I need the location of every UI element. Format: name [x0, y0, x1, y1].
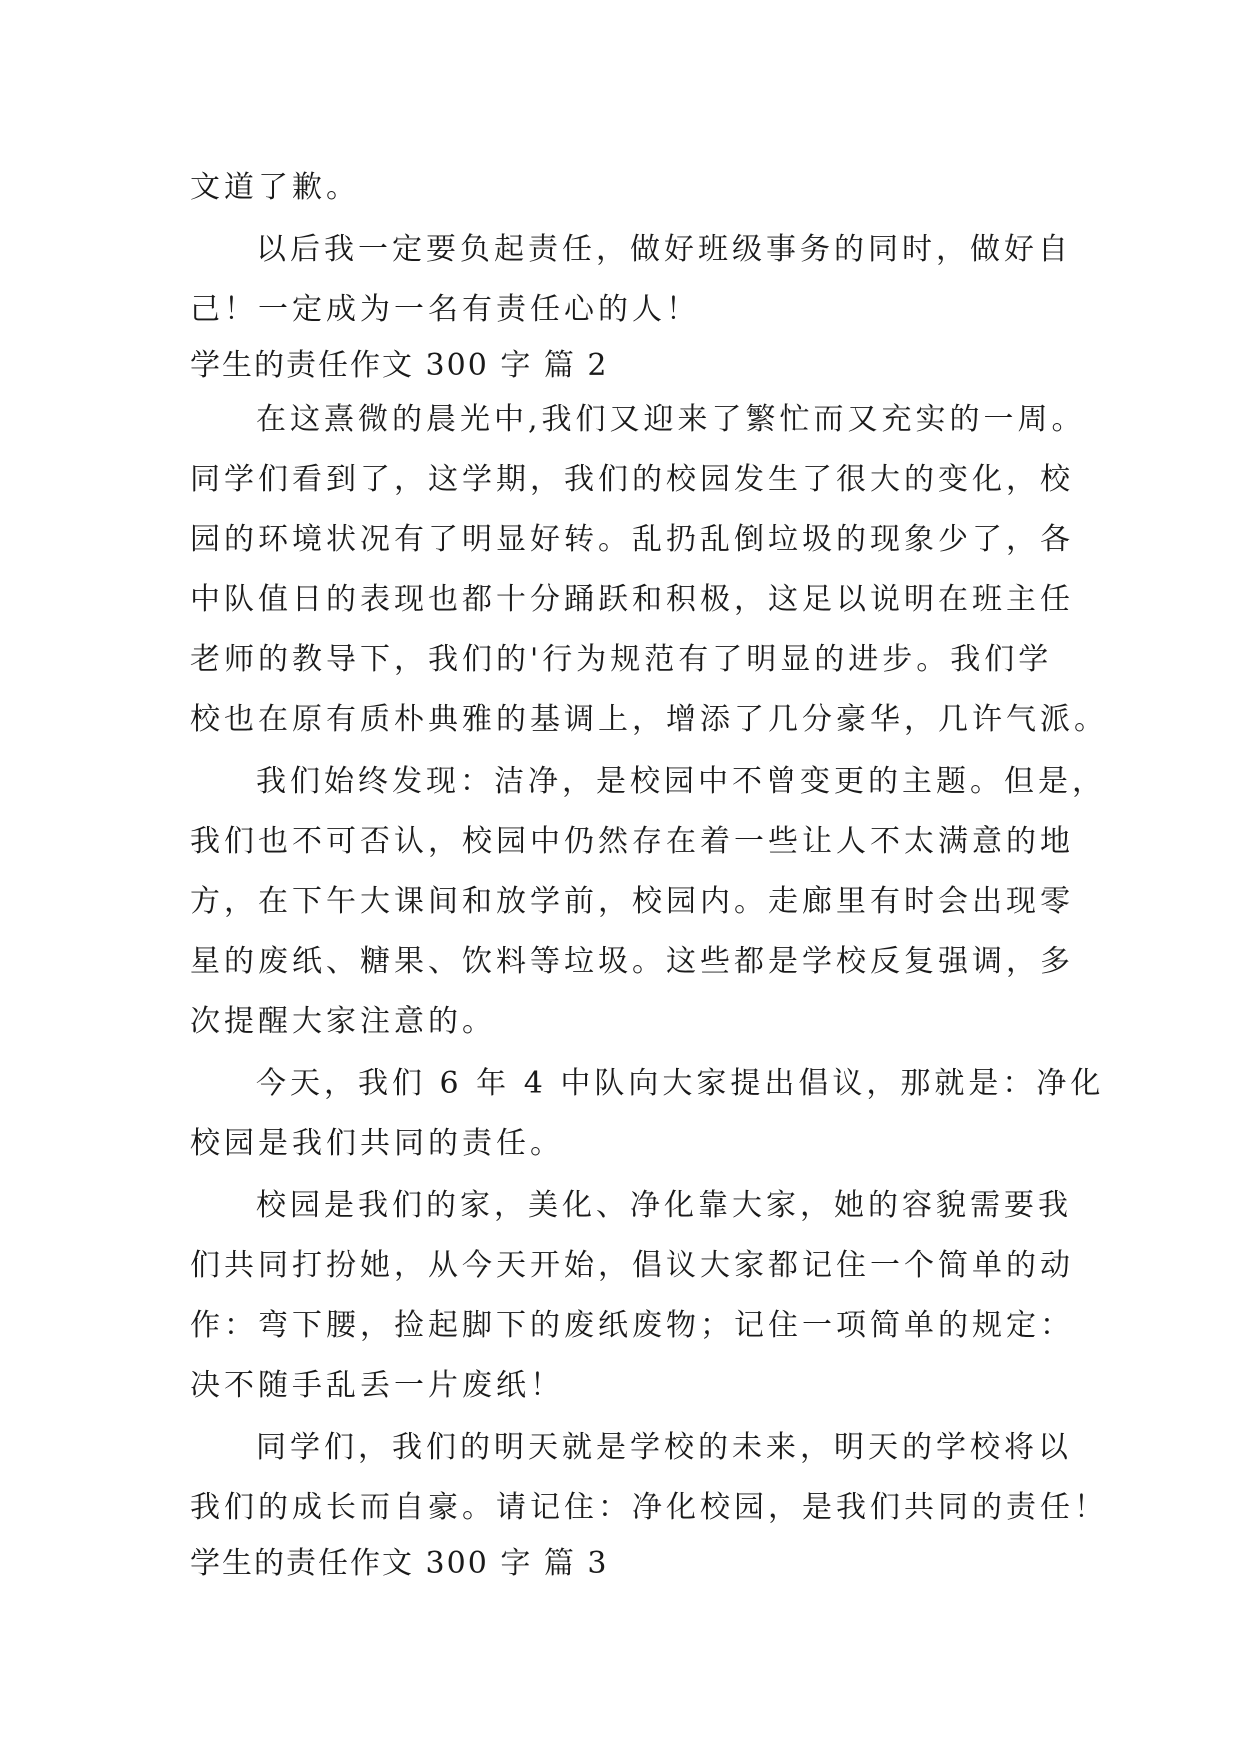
paragraph-line: 决不随手乱丢一片废纸！ — [190, 1368, 564, 1403]
paragraph-line: 我们也不可否认，校园中仍然存在着一些让人不太满意的地 — [190, 824, 1074, 859]
paragraph-line: 星的废纸、糖果、饮料等垃圾。这些都是学校反复强调，多 — [190, 944, 1074, 979]
paragraph-line: 在这熹微的晨光中,我们又迎来了繁忙而又充实的一周。 — [256, 402, 1086, 437]
paragraph-line: 老师的教导下，我们的'行为规范有了明显的进步。我们学 — [190, 642, 1053, 677]
paragraph-line: 文道了歉。 — [190, 170, 360, 205]
paragraph-line: 次提醒大家注意的。 — [190, 1004, 496, 1039]
paragraph-line: 校园是我们的家，美化、净化靠大家，她的容貌需要我 — [256, 1188, 1072, 1223]
paragraph-line: 同学们，我们的明天就是学校的未来，明天的学校将以 — [256, 1430, 1072, 1465]
paragraph-line: 校园是我们共同的责任。 — [190, 1126, 564, 1161]
paragraph-line: 己！一定成为一名有责任心的人！ — [190, 292, 700, 327]
section-heading: 学生的责任作文 300 字 篇 3 — [190, 1546, 609, 1581]
paragraph-line: 以后我一定要负起责任，做好班级事务的同时，做好自 — [256, 232, 1072, 267]
paragraph-line: 今天，我们 6 年 4 中队向大家提出倡议，那就是：净化 — [256, 1066, 1105, 1101]
paragraph-line: 们共同打扮她，从今天开始，倡议大家都记住一个简单的动 — [190, 1248, 1074, 1283]
paragraph-line: 我们的成长而自豪。请记住：净化校园，是我们共同的责任！ — [190, 1490, 1108, 1525]
paragraph-line: 同学们看到了，这学期，我们的校园发生了很大的变化，校 — [190, 462, 1074, 497]
paragraph-line: 方，在下午大课间和放学前，校园内。走廊里有时会出现零 — [190, 884, 1074, 919]
paragraph-line: 作：弯下腰，捡起脚下的废纸废物；记住一项简单的规定： — [190, 1308, 1074, 1343]
paragraph-line: 园的环境状况有了明显好转。乱扔乱倒垃圾的现象少了，各 — [190, 522, 1074, 557]
paragraph-line: 中队值日的表现也都十分踊跃和积极，这足以说明在班主任 — [190, 582, 1074, 617]
paragraph-line: 我们始终发现：洁净，是校园中不曾变更的主题。但是， — [256, 764, 1106, 799]
section-heading: 学生的责任作文 300 字 篇 2 — [190, 348, 609, 383]
paragraph-line: 校也在原有质朴典雅的基调上，增添了几分豪华，几许气派。 — [190, 702, 1108, 737]
